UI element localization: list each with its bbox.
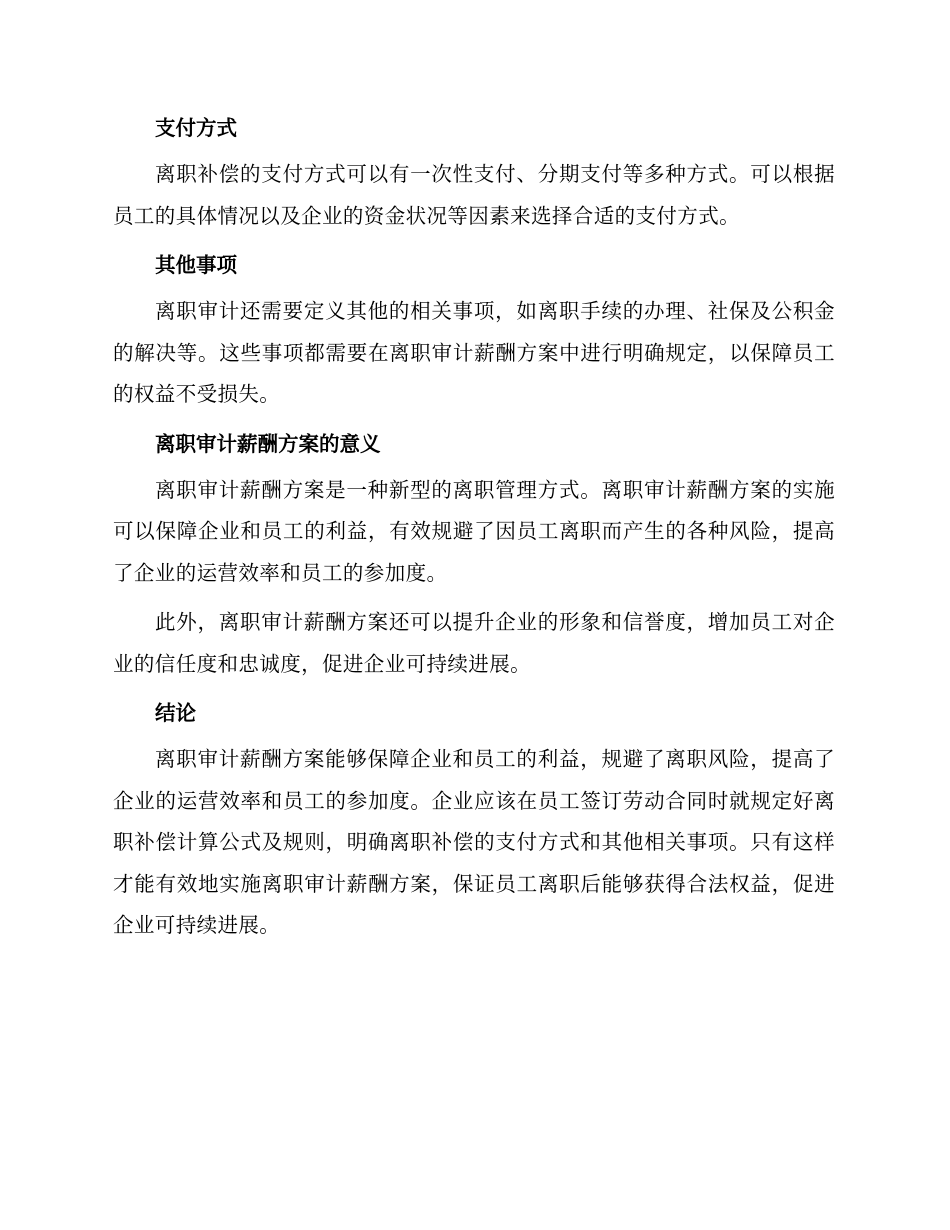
section-heading-conclusion: 结论 <box>155 701 196 725</box>
document-body <box>113 108 835 947</box>
section-heading-significance: 离职审计薪酬方案的意义 <box>155 431 381 456</box>
section-heading-other-matters: 其他事项 <box>155 253 237 277</box>
paragraph-other-matters: 离职审计还需要定义其他的相关事项，如离职手续的办理、社保及公积金的解决等。这些事项都需要在离职审计薪酬方案中进行明确规定，以保障员工的权益不受损失。 <box>113 299 835 406</box>
paragraph-payment-method: 离职补偿的支付方式可以有一次性支付、分期支付等多种方式。可以根据员工的具体情况以及企业的资金状况等因素来选择合适的支付方式。 <box>113 162 835 228</box>
section-heading-payment-method: 支付方式 <box>155 116 237 140</box>
paragraph-significance-1: 离职审计薪酬方案是一种新型的离职管理方式。离职审计薪酬方案的实施可以保障企业和员工的利益，有效规避了因员工离职而产生的各种风险，提高了企业的运营效率和员工的参加度。 <box>113 477 835 585</box>
paragraph-significance-2: 此外，离职审计薪酬方案还可以提升企业的形象和信誉度，增加员工对企业的信任度和忠诚度，促进企业可持续进展。 <box>113 610 835 676</box>
paragraph-conclusion: 离职审计薪酬方案能够保障企业和员工的利益，规避了离职风险，提高了企业的运营效率和员工的参加度。企业应该在员工签订劳动合同时就规定好离职补偿计算公式及规则，明确离职补偿的支付方式和其他相关事项。只有这样才能有效地实施离职审计薪酬方案，保证员工离职后能够获得合法权益，促进企业可持续进展。 <box>113 747 835 937</box>
